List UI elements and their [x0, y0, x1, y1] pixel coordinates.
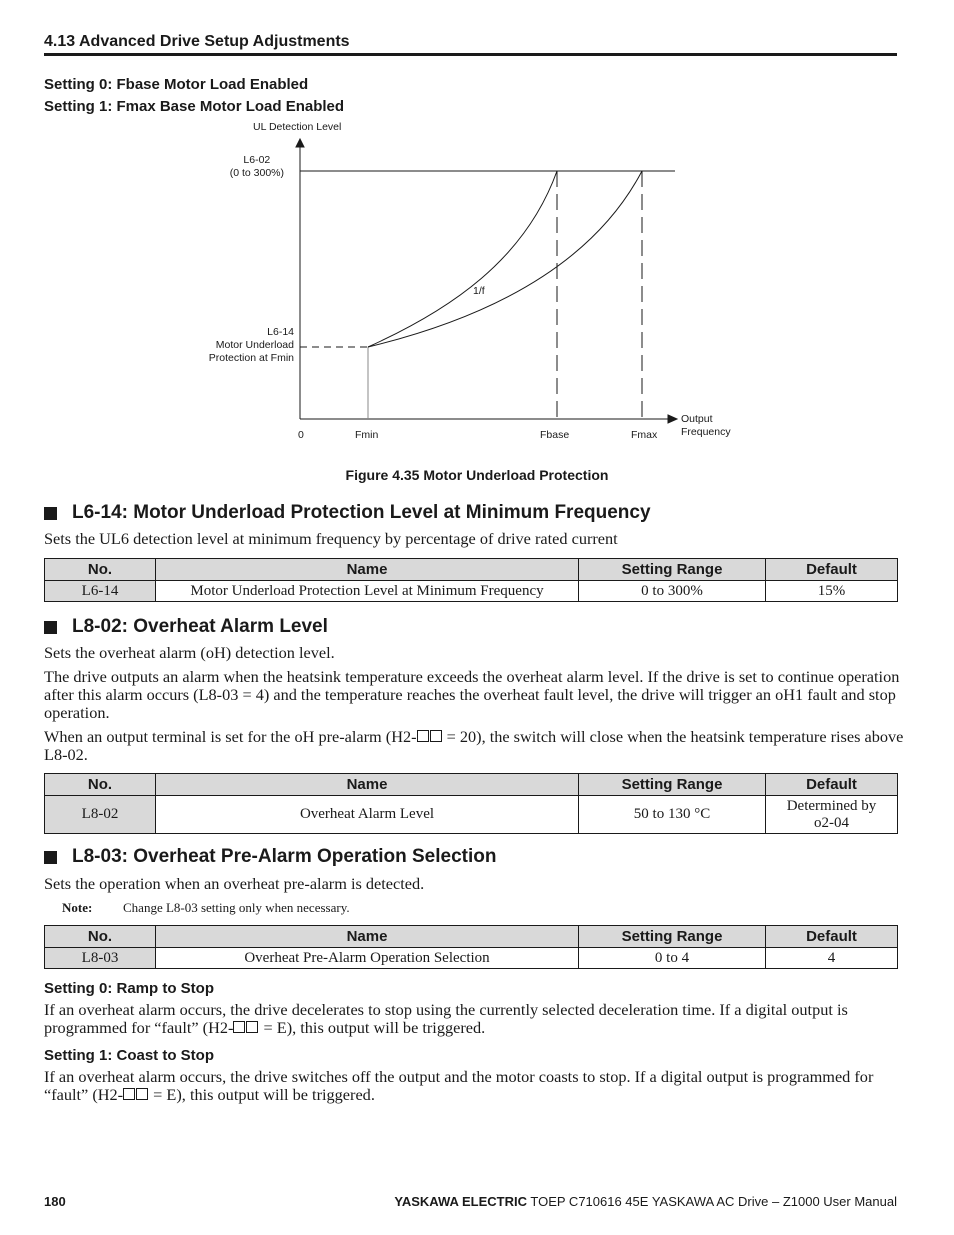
table-row [45, 948, 898, 969]
l602-label-line1: L6-02 [243, 154, 271, 166]
l614-label-line3: Protection at Fmin [208, 352, 294, 364]
l803-description: Sets the operation when an overheat pre-alarm is detected. [44, 874, 425, 893]
l602-label-line2: (0 to 300%) [229, 167, 284, 179]
table-header-row [45, 926, 898, 948]
setting-1-text-start: If an overheat alarm occurs, the drive switches off the output and the motor coasts to stop. If a digital output is programmed for “fault” (H2- [44, 1067, 874, 1104]
cell-name: Motor Underload Protection Level at Minimum Frequency [156, 581, 579, 602]
footer-manual: TOEP C710616 45E YASKAWA AC Drive – Z1000 User Manual [527, 1194, 897, 1209]
setting-1-title: Setting 1: Fmax Base Motor Load Enabled [44, 98, 345, 115]
l803-heading [44, 846, 496, 868]
fmin-label: Fmin [355, 429, 379, 441]
setting-1-text-end: = E), this output will be triggered. [149, 1085, 375, 1104]
figure-caption: Figure 4.35 Motor Underload Protection [345, 467, 609, 483]
cell-name: Overheat Pre-Alarm Operation Selection [156, 948, 579, 969]
table-header-row [45, 559, 898, 581]
y-axis-title: UL Detection Level [253, 121, 342, 133]
l614-label-line2: Motor Underload [215, 339, 294, 351]
l614-heading-text: L6-14: Motor Underload Protection Level at Minimum Frequency [72, 502, 651, 523]
underload-figure [0, 0, 954, 500]
l802-parameter-table [44, 773, 898, 834]
x-axis-title-line1: Output [681, 413, 713, 425]
x-axis-arrow [668, 415, 677, 423]
x-origin-label: 0 [298, 429, 304, 441]
setting-1-coast-title: Setting 1: Coast to Stop [44, 1047, 214, 1064]
col-header-no: No. [45, 774, 156, 796]
table-row [45, 796, 898, 834]
setting-1-paragraph [44, 1068, 904, 1104]
l802-paragraph-2 [44, 728, 904, 764]
setting-0-text-end: = E), this output will be triggered. [259, 1018, 486, 1037]
col-header-name: Name [156, 559, 579, 581]
heading-square-icon [44, 621, 57, 634]
fbase-label: Fbase [540, 429, 570, 441]
note-label: Note: [62, 900, 93, 915]
fmax-label: Fmax [631, 429, 658, 441]
cell-no: L6-14 [45, 581, 156, 602]
placeholder-box-icon [123, 1088, 135, 1100]
l802-heading [44, 616, 328, 638]
x-axis-title [681, 413, 731, 439]
setting-0-title: Setting 0: Fbase Motor Load Enabled [44, 76, 309, 93]
placeholder-box-icon [417, 730, 429, 742]
heading-square-icon [44, 507, 57, 520]
col-header-range: Setting Range [579, 559, 766, 581]
l802-para2-start: When an output terminal is set for the oH pre-alarm (H2- [44, 727, 417, 746]
placeholder-box-icon [233, 1021, 245, 1033]
cell-default [766, 796, 898, 834]
cell-default-line2: o2-04 [814, 814, 849, 831]
l614-description: Sets the UL6 detection level at minimum frequency by percentage of drive rated current [44, 529, 618, 548]
l614-heading [44, 502, 651, 524]
col-header-default: Default [766, 559, 898, 581]
col-header-name: Name [156, 926, 579, 948]
heading-square-icon [44, 851, 57, 864]
page-number: 180 [44, 1194, 66, 1209]
table-row [45, 581, 898, 602]
setting-0-ramp-title: Setting 0: Ramp to Stop [44, 980, 214, 997]
l802-heading-text: L8-02: Overheat Alarm Level [72, 616, 328, 637]
col-header-range: Setting Range [579, 774, 766, 796]
cell-range: 50 to 130 °C [579, 796, 766, 834]
col-header-range: Setting Range [579, 926, 766, 948]
x-axis-title-line2: Frequency [681, 426, 731, 438]
l614-parameter-table [44, 558, 898, 602]
cell-default: 15% [766, 581, 898, 602]
note-text: Change L8-03 setting only when necessary. [123, 900, 350, 915]
l802-description: Sets the overheat alarm (oH) detection level. [44, 643, 335, 662]
l803-heading-text: L8-03: Overheat Pre-Alarm Operation Selection [72, 846, 497, 867]
cell-no: L8-02 [45, 796, 156, 834]
table-header-row [45, 774, 898, 796]
cell-default: 4 [766, 948, 898, 969]
l602-label [230, 154, 284, 180]
fbase-curve [368, 171, 557, 347]
l802-paragraph-1: The drive outputs an alarm when the heatsink temperature exceeds the overheat alarm level. If the drive is set to continue operation after this alarm occurs (L8-03 = 4) and the temperature reaches the overheat fault level, the drive will trigger an oH1 fault and stop operation. [44, 667, 900, 722]
placeholder-box-icon [246, 1021, 258, 1033]
footer-manual-title [394, 1194, 897, 1209]
cell-name: Overheat Alarm Level [156, 796, 579, 834]
cell-range: 0 to 300% [579, 581, 766, 602]
col-header-no: No. [45, 926, 156, 948]
footer-brand: YASKAWA ELECTRIC [394, 1194, 528, 1209]
cell-range: 0 to 4 [579, 948, 766, 969]
cell-no: L8-03 [45, 948, 156, 969]
placeholder-box-icon [430, 730, 442, 742]
y-axis-arrow [296, 139, 304, 147]
curve-label: 1/f [473, 285, 485, 297]
section-header: 4.13 Advanced Drive Setup Adjustments [44, 33, 350, 50]
fmax-curve [368, 171, 642, 347]
col-header-default: Default [766, 774, 898, 796]
col-header-name: Name [156, 774, 579, 796]
l614-label [209, 326, 294, 365]
setting-0-text-start: If an overheat alarm occurs, the drive decelerates to stop using the currently selected deceleration time. If a digital output is programmed for “fault” (H2- [44, 1000, 848, 1037]
placeholder-box-icon [136, 1088, 148, 1100]
l802-para2-end: = 20), the switch will close when the heatsink temperature rises above L8-02. [44, 727, 904, 764]
cell-default-line1: Determined by [786, 797, 877, 814]
col-header-no: No. [45, 559, 156, 581]
col-header-default: Default [766, 926, 898, 948]
l614-label-line1: L6-14 [267, 326, 294, 338]
setting-0-paragraph [44, 1001, 904, 1037]
l803-parameter-table [44, 925, 898, 969]
